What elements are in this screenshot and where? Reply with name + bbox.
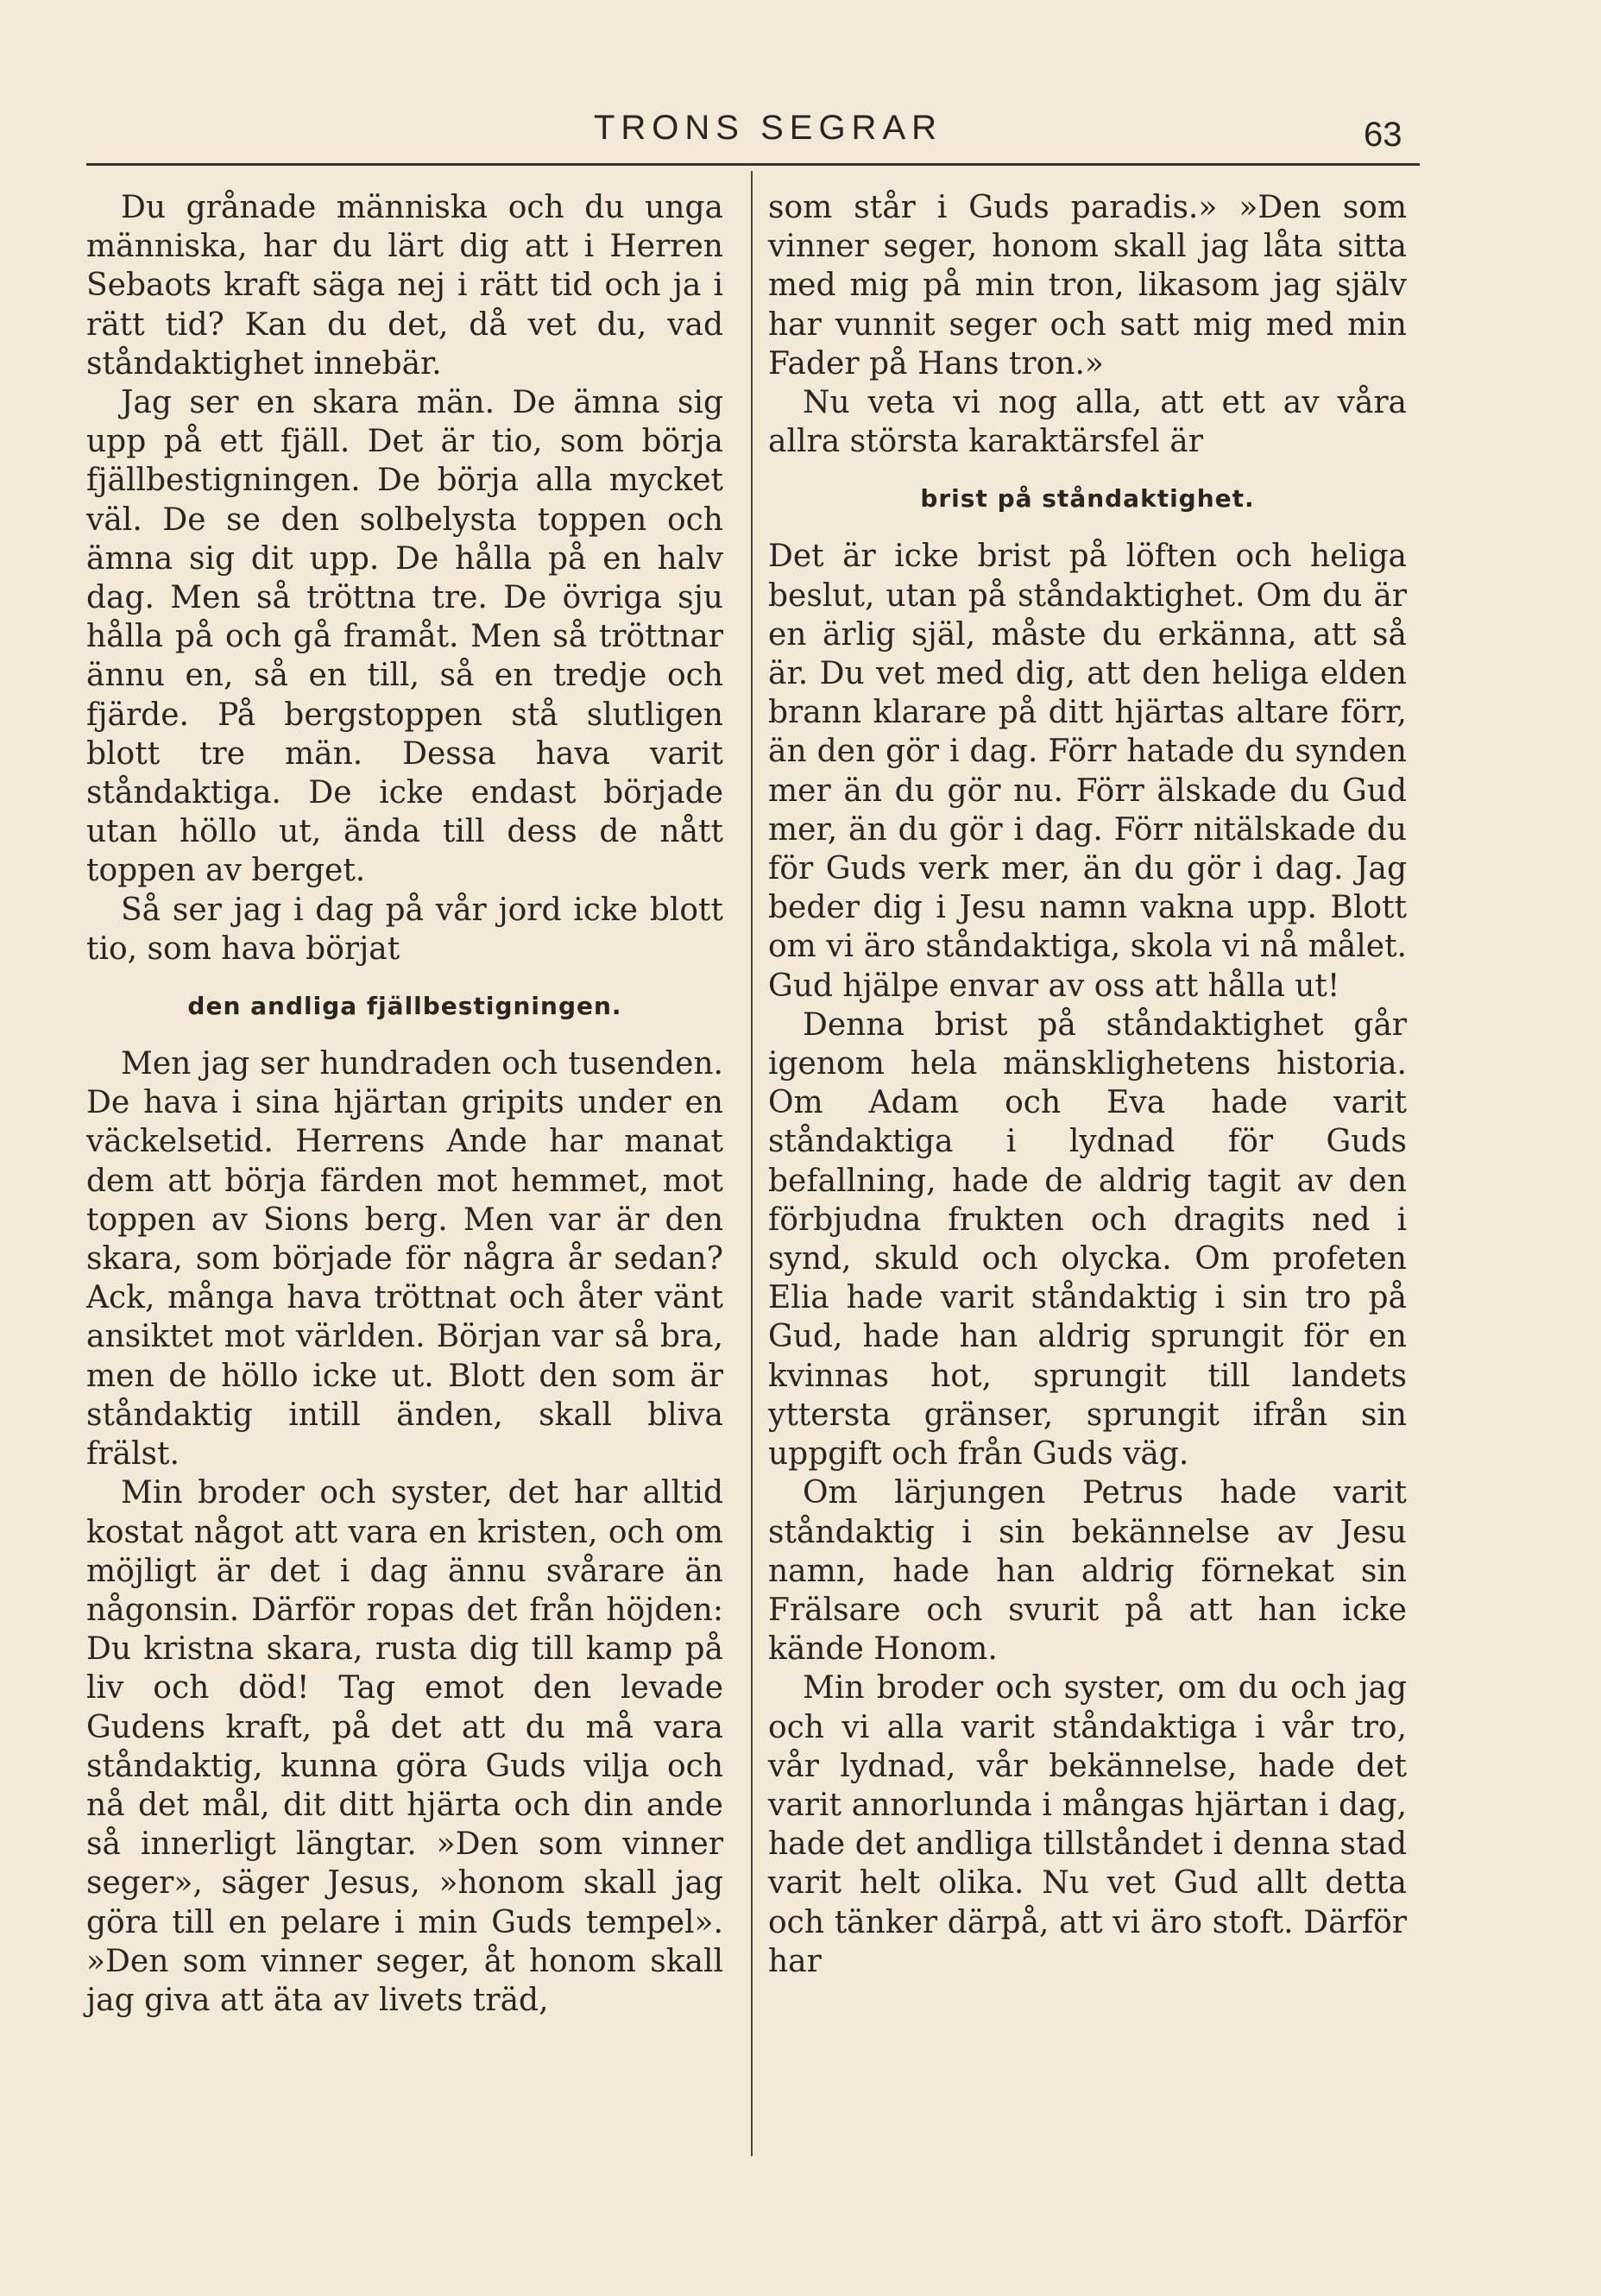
- section-heading: den andliga fjällbestigningen.: [187, 992, 622, 1021]
- paragraph: Men jag ser hundraden och tusenden. De hava i sina hjärtan gripits under en väckelsetid. Herrens Ande har manat dem att börja färden mot hemmet, mot toppen av Sions berg. Men var är den skara, som började för några år sedan? Ack, många hava tröttnat och åter vänt ansiktet mot världen. Början var så bra, men de höllo icke ut. Blott den som är ståndaktig intill änden, skall bliva frälst.: [86, 1046, 723, 1473]
- paragraph: som står i Guds paradis.» »Den som vinner seger, honom skall jag låta sitta med mig på min tron, likasom jag själv har vunnit seger och satt mig med min Fader på Hans tron.»: [768, 190, 1407, 382]
- paragraph: Om lärjungen Petrus hade varit ståndaktig i sin bekännelse av Jesu namn, hade han aldrig förnekat sin Frälsare och svurit på att han icke kände Honom.: [768, 1475, 1407, 1668]
- column-divider: [751, 171, 753, 2156]
- page-number: 63: [1364, 116, 1402, 154]
- paragraph: Du grånade människa och du unga människa, har du lärt dig att i Herren Sebaots kraft säga nej i rätt tid och ja i rätt tid? Kan du det, då vet du, vad ståndaktighet innebär.: [86, 190, 723, 382]
- paragraph: Min broder och syster, det har alltid kostat något att vara en kristen, och om möjligt är det i dag ännu svårare än någonsin. Därför ropas det från höjden: Du kristna skara, rusta dig till kamp på liv och död! Tag emot den levade Gudens kraft, på det att du må vara ståndaktig, kunna göra Guds vilja och nå det mål, dit ditt hjärta och din ande så innerligt längtar. »Den som vinner seger», säger Jesus, »honom skall jag göra till en pelare i min Guds tempel». »Den som vinner seger, åt honom skall jag giva att äta av livets träd,: [86, 1475, 723, 2018]
- paragraph: Jag ser en skara män. De ämna sig upp på ett fjäll. Det är tio, som börja fjällbestigningen. De börja alla mycket väl. De se den solbelysta toppen och ämna sig dit upp. De hålla på en halv dag. Men så tröttna tre. De övriga sju hålla på och gå framåt. Men så tröttnar ännu en, så en till, så en tredje och fjärde. På bergstoppen stå slutligen blott tre män. Dessa hava varit ståndaktiga. De icke endast började utan höllo ut, ända till dess de nått toppen av berget.: [86, 385, 723, 889]
- running-head: [0, 102, 1601, 154]
- paragraph: Så ser jag i dag på vår jord icke blott tio, som hava börjat: [86, 892, 723, 967]
- left-column: [86, 188, 723, 2020]
- paragraph: Min broder och syster, om du och jag och vi alla varit ståndaktiga i vår tro, vår lydnad, vår bekännelse, hade det varit annorlunda i mångas hjärtan i dag, hade det andliga tillståndet i denna stad varit helt olika. Nu vet Gud allt detta och tänker därpå, att vi äro stoft. Därför har: [768, 1670, 1407, 1979]
- paragraph: Denna brist på ståndaktighet går igenom hela mänsklighetens historia. Om Adam och Eva hade varit ståndaktiga i lydnad för Guds befallning, hade de aldrig tagit av den förbjudna frukten och dragits ned i synd, skuld och olycka. Om profeten Elia hade varit ståndaktig i sin tro på Gud, hade han aldrig sprungit för en kvinnas hot, sprungit till landets yttersta gränser, sprungit ifrån sin uppgift och från Guds väg.: [768, 1006, 1407, 1473]
- section-heading: brist på ståndaktighet.: [920, 484, 1255, 514]
- paragraph: Nu veta vi nog alla, att ett av våra allra största karaktärsfel är: [768, 385, 1407, 460]
- header-rule: [86, 163, 1420, 166]
- right-column: [768, 188, 1407, 1981]
- running-title: TRONS SEGRAR: [593, 109, 943, 147]
- paragraph: Det är icke brist på löften och heliga beslut, utan på ståndaktighet. Om du är en ärlig själ, måste du erkänna, att så är. Du vet med dig, att den heliga elden brann klarare på ditt hjärtas altare förr, än den gör i dag. Förr hatade du synden mer än du gör nu. Förr älskade du Gud mer, än du gör i dag. Förr nitälskade du för Guds verk mer, än du gör i dag. Jag beder dig i Jesu namn vakna upp. Blott om vi äro ståndaktiga, skola vi nå målet. Gud hjälpe envar av oss att hålla ut!: [768, 539, 1407, 1004]
